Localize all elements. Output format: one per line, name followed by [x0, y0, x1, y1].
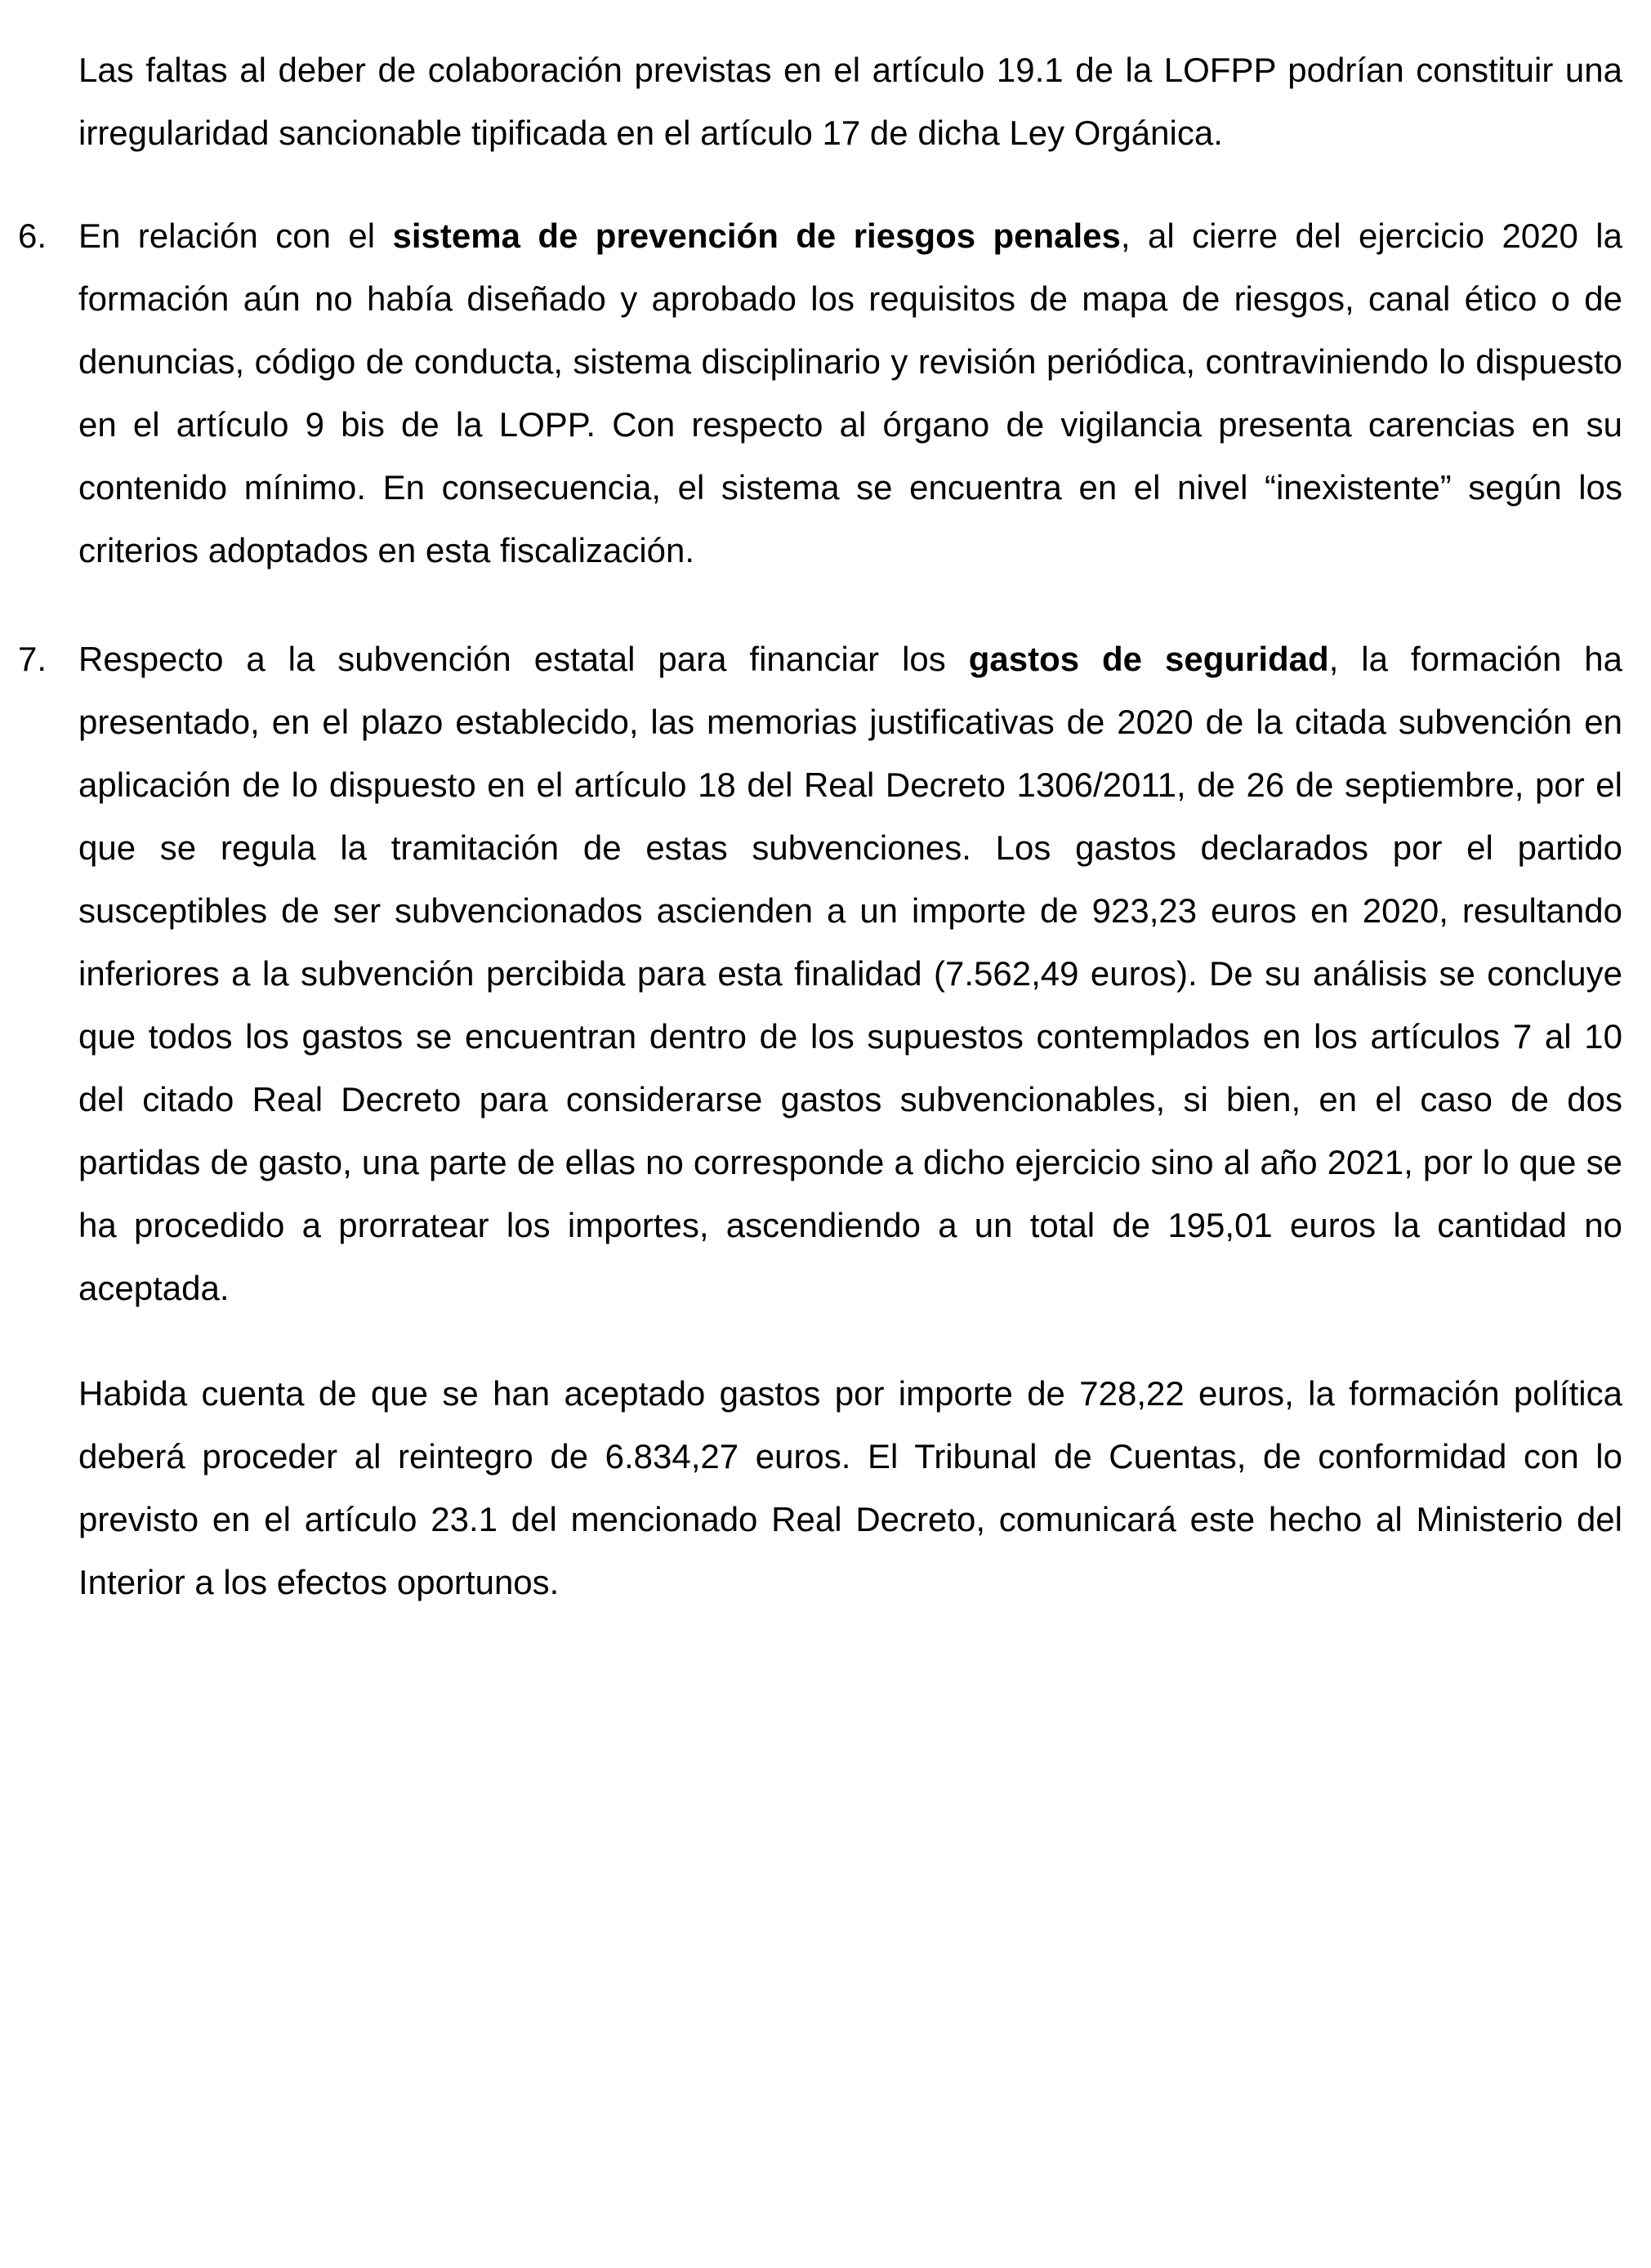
list-item-number: 7. [18, 640, 47, 678]
item-text-lead: En relación con el [78, 217, 393, 255]
item-bold-term: gastos de seguridad [968, 640, 1329, 678]
item-text-body: , al cierre del ejercicio 2020 la formación aún no había diseñado y aprobado los requisitos de mapa de riesgos, canal ético o de denuncias, código de conducta, sistema disciplinario y revisión periódica, contraviniendo lo dispuesto en el artículo 9 bis de la LOPP. Con respecto al órgano de vigilancia presenta carencias en su contenido mínimo. En consecuencia, el sistema se encuentra en el nivel “inexistente” según los criterios adoptados en esta fiscalización. [78, 217, 1622, 569]
item-text-lead: Respecto a la subvención estatal para financiar los [78, 640, 969, 678]
item-text-body: , la formación ha presentado, en el plazo establecido, las memorias justificativas de 2020 de la citada subvención en aplicación de lo dispuesto en el artículo 18 del Real Decreto 1306/2011, de 26 de septiembre, por el que se regula la tramitación de estas subvenciones. Los gastos declarados por el partido susceptibles de ser subvencionados ascienden a un importe de 923,23 euros en 2020, resultando inferiores a la subvención percibida para esta finalidad (7.562,49 euros). De su análisis se concluye que todos los gastos se encuentran dentro de los supuestos contemplados en los artículos 7 al 10 del citado Real Decreto para considerarse gastos subvencionables, si bien, en el caso de dos partidas de gasto, una parte de ellas no corresponde a dicho ejercicio sino al año 2021, por lo que se ha procedido a prorratear los importes, ascendiendo a un total de 195,01 euros la cantidad no aceptada. [78, 640, 1622, 1307]
intro-paragraph: Las faltas al deber de colaboración previstas en el artículo 19.1 de la LOFPP podrían constituir una irregularidad sancionable tipificada en el artículo 17 de dicha Ley Orgánica. [78, 51, 1622, 152]
item-bold-term: sistema de prevención de riesgos penales [392, 217, 1121, 255]
list-item-number: 6. [18, 217, 47, 255]
closing-paragraph: Habida cuenta de que se han aceptado gastos por importe de 728,22 euros, la formación política deberá proceder al reintegro de 6.834,27 euros. El Tribunal de Cuentas, de conformidad con lo previsto en el artículo 23.1 del mencionado Real Decreto, comunicará este hecho al Ministerio del Interior a los efectos oportunos. [78, 1374, 1622, 1601]
list-item-text [78, 204, 1622, 582]
list-item-text [78, 627, 1622, 1319]
